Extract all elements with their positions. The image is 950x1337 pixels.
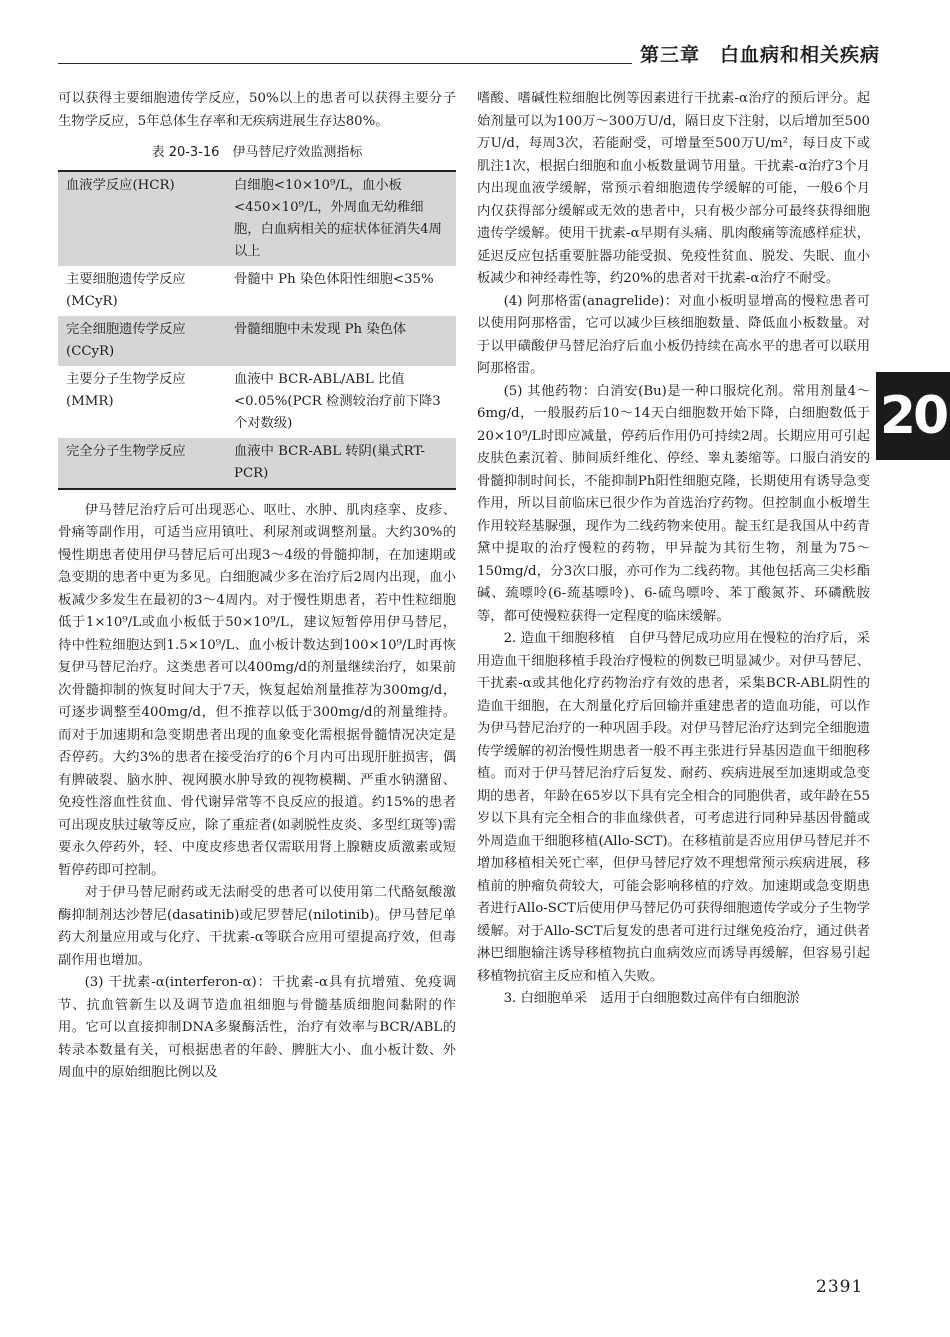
table-row bbox=[58, 171, 456, 266]
row-value: 骨髓细胞中未发现 Ph 染色体 bbox=[226, 316, 456, 366]
table-row bbox=[58, 266, 456, 316]
row-label: 完全分子生物学反应 bbox=[58, 438, 226, 489]
page-number: 2391 bbox=[816, 1277, 864, 1297]
row-value: 骨髓中 Ph 染色体阳性细胞<35% bbox=[234, 271, 434, 287]
paragraph: 可以获得主要细胞遗传学反应，50%以上的患者可以获得主要分子生物学反应，5年总体生存率和无疾病进展生存达80%。 bbox=[58, 91, 456, 129]
row-value: 血液中 BCR-ABL 转阴(巢式RT-PCR) bbox=[226, 438, 456, 489]
efficacy-table bbox=[58, 170, 456, 490]
left-column bbox=[58, 88, 456, 1085]
paragraph: 伊马替尼治疗后可出现恶心、呕吐、水肿、肌肉痉挛、皮疹、骨痛等副作用，可适当应用镇吐、利尿剂或调整剂量。大约30%的慢性期患者使用伊马替尼后可出现3～4级的骨髓抑制，在加速期或急变期的患者中更为多见。白细胞减少多在治疗后2周内出现，血小板减少多发生在最初的3～4周内。对于慢性期患者，若中性粒细胞低于1×10⁹/L或血小板低于50×10⁹/L，建议短暂停用伊马替尼，待中性粒细胞达到1.5×10⁹/L、血小板计数达到100×10⁹/L时再恢复伊马替尼治疗。这类患者可以400mg/d的剂量继续治疗，如果前次骨髓抑制的恢复时间大于7天，恢复起始剂量推荐为300mg/d，可逐步调整至400mg/d，但不推荐以低于300mg/d的剂量维持。而对于加速期和急变期患者出现的血象变化需根据骨髓情况决定是否停药。大约3%的患者在接受治疗的6个月内可出现肝脏损害，偶有脾破裂、脑水肿、视网膜水肿导致的视物模糊、严重水钠潴留、免疫性溶血性贫血、骨代谢异常等不良反应的报道。约15%的患者可出现皮肤过敏等反应，除了重症者(如剥脱性皮炎、多型红斑等)需要永久停药外，轻、中度皮疹患者仅需联用肾上腺糖皮质激素或短暂停药即可控制。 bbox=[58, 502, 456, 878]
paragraph: 嗜酸、嗜碱性粒细胞比例等因素进行干扰素-α治疗的预后评分。起始剂量可以为100万～300万U/d，隔日皮下注射，以后增加至500万U/d，每周3次，若能耐受，可增量至500万U/m²，每日皮下或肌注1次，根据白细胞和血小板数量调节用量。干扰素-α治疗3个月内出现血液学缓解，常预示着细胞遗传学缓解的可能，一般6个月内仅获得部分缓解或无效的患者中，只有极少部分可最终获得细胞遗传学缓解。使用干扰素-α早期有头痛、肌肉酸痛等流感样症状，延迟反应包括重要脏器功能受损、免疫性贫血、脱发、失眠、血小板减少和神经毒性等，约20%的患者对干扰素-α治疗不耐受。 bbox=[477, 91, 870, 286]
table-caption: 表 20-3-16 伊马替尼疗效监测指标 bbox=[151, 145, 363, 160]
paragraph: (4) 阿那格雷(anagrelide)：对血小板明显增高的慢粒患者可以使用阿那格雷，它可以减少巨核细胞数量、降低血小板数量。对于以甲磺酸伊马替尼治疗后血小板仍持续在高水平的患者可以联用阿那格雷。 bbox=[477, 293, 870, 376]
paragraph: 3. 白细胞单采 适用于白细胞数过高伴有白细胞淤 bbox=[503, 991, 800, 1006]
chapter-tab: 20 bbox=[876, 372, 950, 460]
row-value: 血液中 BCR-ABL/ABL 比值<0.05%(PCR 检测较治疗前下降3个对数级) bbox=[234, 371, 441, 431]
table-row bbox=[58, 316, 456, 366]
paragraph: (3) 干扰素-α(interferon-α)：干扰素-α具有抗增殖、免疫调节、抗血管新生以及调节造血祖细胞与骨髓基质细胞间黏附的作用。它可以直接抑制DNA多聚酶活性，治疗有效率与BCR/ABL的转录本数量有关，可根据患者的年龄、脾脏大小、血小板计数、外周血中的原始细胞比例以及 bbox=[58, 975, 456, 1080]
row-label: 血液学反应(HCR) bbox=[58, 171, 226, 266]
row-label: 主要分子生物学反应(MMR) bbox=[66, 371, 186, 409]
paragraph: (5) 其他药物：白消安(Bu)是一种口服烷化剂。常用剂量4～6mg/d，一般服药后10～14天白细胞数开始下降，白细胞数低于20×10⁹/L时即应减量，停药后作用仍可持续2周。长期应用可引起皮肤色素沉着、肺间质纤维化、停经、睾丸萎缩等。口服白消安的骨髓抑制时间长，不能抑制Ph阳性细胞克隆，长期使用有诱导急变作用，所以目前临床已很少作为首选治疗药物。但控制血小板增生作用较羟基脲强，现作为二线药物来使用。靛玉红是我国从中药青黛中提取的治疗慢粒的药物，甲异靛为其衍生物，剂量为75～150mg/d，分3次口服，亦可作为二线药物。其他包括高三尖杉酯碱、巯嘌呤(6-巯基嘌呤)、6-硫鸟嘌呤、苯丁酸氮芥、环磷酰胺等，都可使慢粒获得一定程度的临床缓解。 bbox=[477, 383, 870, 624]
header-rule bbox=[58, 63, 632, 64]
table-row bbox=[58, 366, 456, 438]
table-row bbox=[58, 438, 456, 489]
row-label: 主要细胞遗传学反应(MCyR) bbox=[66, 271, 186, 309]
paragraph: 对于伊马替尼耐药或无法耐受的患者可以使用第二代酪氨酸激酶抑制剂达沙替尼(dasatinib)或尼罗替尼(nilotinib)。伊马替尼单药大剂量应用或与化疗、干扰素-α等联合应用可望提高疗效，但毒副作用也增加。 bbox=[58, 885, 456, 968]
chapter-title: 第三章 白血病和相关疾病 bbox=[640, 44, 881, 66]
paragraph: 2. 造血干细胞移植 自伊马替尼成功应用在慢粒的治疗后，采用造血干细胞移植手段治疗慢粒的例数已明显减少。对伊马替尼、干扰素-α或其他化疗药物治疗有效的患者，采集BCR-ABL阴性的造血干细胞，在大剂量化疗后回输并重建患者的造血功能，可以作为伊马替尼治疗的一种巩固手段。对伊马替尼治疗达到完全细胞遗传学缓解的初治慢性期患者一般不再主张进行异基因造血干细胞移植。而对于伊马替尼治疗后复发、耐药、疾病进展至加速期或急变期的患者，年龄在65岁以下具有完全相合的同胞供者，或年龄在55岁以下具有完全相合的非血缘供者，可考虑进行同种异基因骨髓或外周造血干细胞移植(Allo-SCT)。在移植前是否应用伊马替尼并不增加移植相关死亡率，但伊马替尼疗效不理想常预示疾病进展，移植前的肿瘤负荷较大，可能会影响移植的疗效。加速期或急变期患者进行Allo-SCT后使用伊马替尼仍可获得细胞遗传学或分子生物学缓解。对于Allo-SCT后复发的患者可进行过继免疫治疗，通过供者淋巴细胞输注诱导移植物抗白血病效应而诱导再缓解，但容易引起移植物抗宿主反应和植入失败。 bbox=[477, 631, 870, 984]
right-column bbox=[477, 88, 870, 1011]
row-value: 白细胞<10×10⁹/L，血小板<450×10⁹/L，外周血无幼稚细胞，白血病相关的症状体征消失4周以上 bbox=[226, 171, 456, 266]
row-label: 完全细胞遗传学反应(CCyR) bbox=[58, 316, 226, 366]
